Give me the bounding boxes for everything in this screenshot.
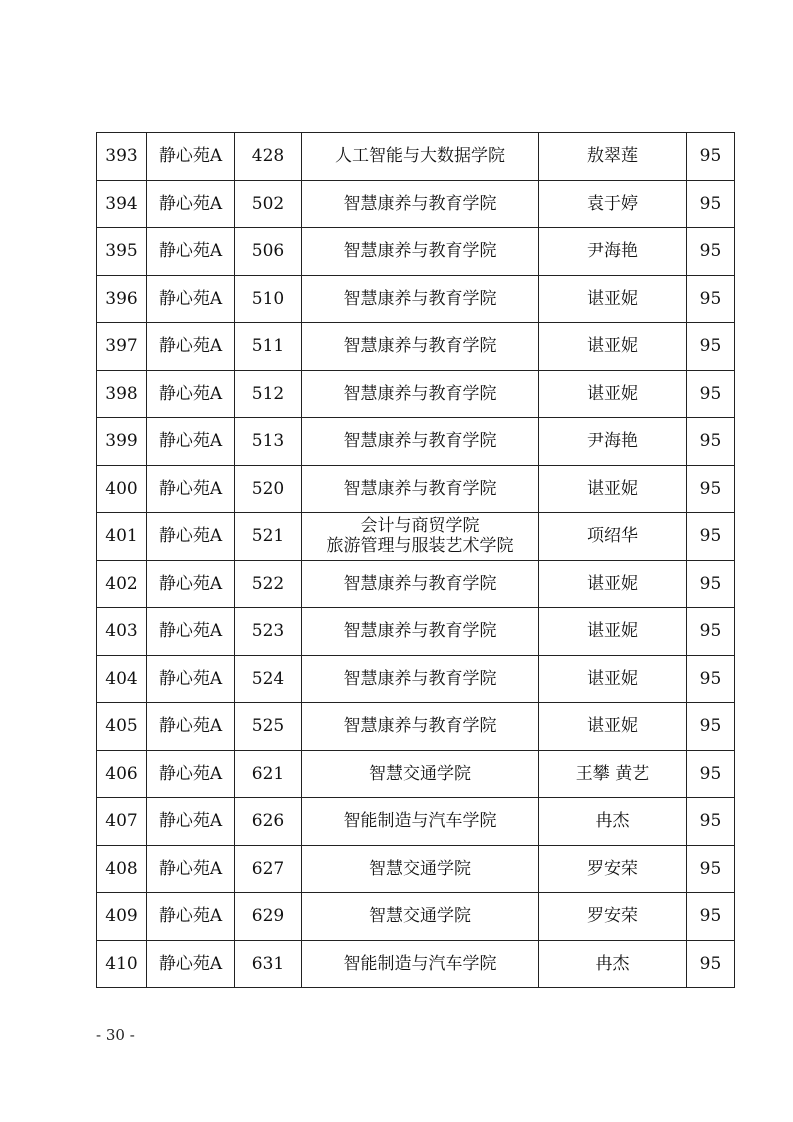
building-cell: 静心苑A — [147, 180, 235, 228]
college-cell — [302, 513, 539, 561]
college-name: 智慧康养与教育学院 — [343, 383, 497, 404]
building-cell: 静心苑A — [147, 560, 235, 608]
score-cell: 95 — [687, 750, 735, 798]
score-cell: 95 — [687, 655, 735, 703]
college-cell — [302, 275, 539, 323]
college-name: 人工智能与大数据学院 — [335, 146, 505, 167]
table-row — [97, 323, 735, 371]
college-name: 智能制造与汽车学院 — [343, 953, 497, 974]
college-cell — [302, 750, 539, 798]
college-name: 智慧康养与教育学院 — [343, 431, 497, 452]
table-body — [97, 133, 735, 988]
row-number-cell: 396 — [97, 275, 147, 323]
person-in-charge-cell: 项绍华 — [539, 513, 687, 561]
score-cell: 95 — [687, 608, 735, 656]
row-number-cell: 400 — [97, 465, 147, 513]
person-in-charge-cell: 谌亚妮 — [539, 465, 687, 513]
room-number-cell: 510 — [235, 275, 302, 323]
room-number-cell: 524 — [235, 655, 302, 703]
college-cell — [302, 655, 539, 703]
room-number-cell: 513 — [235, 418, 302, 466]
room-number-cell: 631 — [235, 940, 302, 988]
building-cell: 静心苑A — [147, 750, 235, 798]
building-cell: 静心苑A — [147, 323, 235, 371]
room-number-cell: 502 — [235, 180, 302, 228]
row-number-cell: 394 — [97, 180, 147, 228]
row-number-cell: 399 — [97, 418, 147, 466]
score-cell: 95 — [687, 798, 735, 846]
score-cell: 95 — [687, 418, 735, 466]
college-name: 智慧康养与教育学院 — [343, 241, 497, 262]
table-row — [97, 513, 735, 561]
person-in-charge-cell: 谌亚妮 — [539, 275, 687, 323]
building-cell: 静心苑A — [147, 703, 235, 751]
table-row — [97, 180, 735, 228]
building-cell: 静心苑A — [147, 275, 235, 323]
person-in-charge-cell: 谌亚妮 — [539, 655, 687, 703]
college-cell — [302, 180, 539, 228]
person-in-charge-cell: 冉杰 — [539, 798, 687, 846]
table-row — [97, 228, 735, 276]
building-cell: 静心苑A — [147, 655, 235, 703]
table-row — [97, 655, 735, 703]
table-row — [97, 133, 735, 181]
building-cell: 静心苑A — [147, 133, 235, 181]
row-number-cell: 393 — [97, 133, 147, 181]
table-row — [97, 465, 735, 513]
room-number-cell: 523 — [235, 608, 302, 656]
college-cell — [302, 608, 539, 656]
table-row — [97, 750, 735, 798]
person-in-charge-cell: 谌亚妮 — [539, 560, 687, 608]
building-cell: 静心苑A — [147, 608, 235, 656]
person-in-charge-cell: 谌亚妮 — [539, 608, 687, 656]
score-cell: 95 — [687, 845, 735, 893]
score-cell: 95 — [687, 560, 735, 608]
row-number-cell: 408 — [97, 845, 147, 893]
person-in-charge-cell: 王攀 黄艺 — [539, 750, 687, 798]
dormitory-score-table — [96, 132, 735, 988]
room-number-cell: 522 — [235, 560, 302, 608]
college-cell — [302, 560, 539, 608]
college-name: 智慧康养与教育学院 — [343, 336, 497, 357]
row-number-cell: 405 — [97, 703, 147, 751]
person-in-charge-cell: 罗安荣 — [539, 893, 687, 941]
row-number-cell: 398 — [97, 370, 147, 418]
table-row — [97, 940, 735, 988]
room-number-cell: 621 — [235, 750, 302, 798]
building-cell: 静心苑A — [147, 940, 235, 988]
college-name: 智慧康养与教育学院 — [343, 716, 497, 737]
person-in-charge-cell: 罗安荣 — [539, 845, 687, 893]
college-cell — [302, 323, 539, 371]
building-cell: 静心苑A — [147, 893, 235, 941]
row-number-cell: 395 — [97, 228, 147, 276]
table-row — [97, 418, 735, 466]
building-cell: 静心苑A — [147, 418, 235, 466]
college-name: 智慧康养与教育学院 — [343, 193, 497, 214]
college-name: 智慧康养与教育学院 — [343, 668, 497, 689]
table-row — [97, 560, 735, 608]
person-in-charge-cell: 袁于婷 — [539, 180, 687, 228]
person-in-charge-cell: 尹海艳 — [539, 418, 687, 466]
room-number-cell: 511 — [235, 323, 302, 371]
college-cell — [302, 703, 539, 751]
college-cell — [302, 893, 539, 941]
college-cell — [302, 798, 539, 846]
college-name: 智能制造与汽车学院 — [343, 811, 497, 832]
room-number-cell: 627 — [235, 845, 302, 893]
college-name: 智慧交通学院 — [369, 763, 471, 784]
college-cell — [302, 940, 539, 988]
college-cell — [302, 465, 539, 513]
room-number-cell: 525 — [235, 703, 302, 751]
college-name: 智慧康养与教育学院 — [343, 288, 497, 309]
building-cell: 静心苑A — [147, 228, 235, 276]
person-in-charge-cell: 谌亚妮 — [539, 323, 687, 371]
score-cell: 95 — [687, 940, 735, 988]
score-cell: 95 — [687, 370, 735, 418]
score-cell: 95 — [687, 465, 735, 513]
table-row — [97, 893, 735, 941]
college-cell — [302, 228, 539, 276]
room-number-cell: 506 — [235, 228, 302, 276]
row-number-cell: 407 — [97, 798, 147, 846]
college-name: 智慧康养与教育学院 — [343, 573, 497, 594]
score-cell: 95 — [687, 133, 735, 181]
row-number-cell: 406 — [97, 750, 147, 798]
building-cell: 静心苑A — [147, 845, 235, 893]
score-cell: 95 — [687, 180, 735, 228]
college-cell — [302, 133, 539, 181]
row-number-cell: 410 — [97, 940, 147, 988]
person-in-charge-cell: 尹海艳 — [539, 228, 687, 276]
college-name: 智慧交通学院 — [369, 906, 471, 927]
score-cell: 95 — [687, 228, 735, 276]
table-row — [97, 798, 735, 846]
college-name: 会计与商贸学院 — [360, 516, 480, 537]
page-number: - 30 - — [96, 1026, 135, 1044]
building-cell: 静心苑A — [147, 798, 235, 846]
table-row — [97, 370, 735, 418]
table-row — [97, 845, 735, 893]
college-name: 旅游管理与服装艺术学院 — [326, 536, 514, 557]
score-cell: 95 — [687, 513, 735, 561]
room-number-cell: 521 — [235, 513, 302, 561]
person-in-charge-cell: 谌亚妮 — [539, 703, 687, 751]
college-cell — [302, 418, 539, 466]
college-cell — [302, 845, 539, 893]
room-number-cell: 626 — [235, 798, 302, 846]
table-row — [97, 275, 735, 323]
score-cell: 95 — [687, 703, 735, 751]
person-in-charge-cell: 敖翠莲 — [539, 133, 687, 181]
college-name: 智慧交通学院 — [369, 858, 471, 879]
room-number-cell: 520 — [235, 465, 302, 513]
score-cell: 95 — [687, 323, 735, 371]
college-cell — [302, 370, 539, 418]
table-row — [97, 703, 735, 751]
row-number-cell: 397 — [97, 323, 147, 371]
row-number-cell: 403 — [97, 608, 147, 656]
building-cell: 静心苑A — [147, 370, 235, 418]
row-number-cell: 401 — [97, 513, 147, 561]
building-cell: 静心苑A — [147, 513, 235, 561]
college-name: 智慧康养与教育学院 — [343, 478, 497, 499]
score-cell: 95 — [687, 275, 735, 323]
row-number-cell: 404 — [97, 655, 147, 703]
building-cell: 静心苑A — [147, 465, 235, 513]
person-in-charge-cell: 冉杰 — [539, 940, 687, 988]
row-number-cell: 402 — [97, 560, 147, 608]
college-name: 智慧康养与教育学院 — [343, 621, 497, 642]
score-cell: 95 — [687, 893, 735, 941]
room-number-cell: 428 — [235, 133, 302, 181]
room-number-cell: 629 — [235, 893, 302, 941]
row-number-cell: 409 — [97, 893, 147, 941]
table-row — [97, 608, 735, 656]
room-number-cell: 512 — [235, 370, 302, 418]
person-in-charge-cell: 谌亚妮 — [539, 370, 687, 418]
